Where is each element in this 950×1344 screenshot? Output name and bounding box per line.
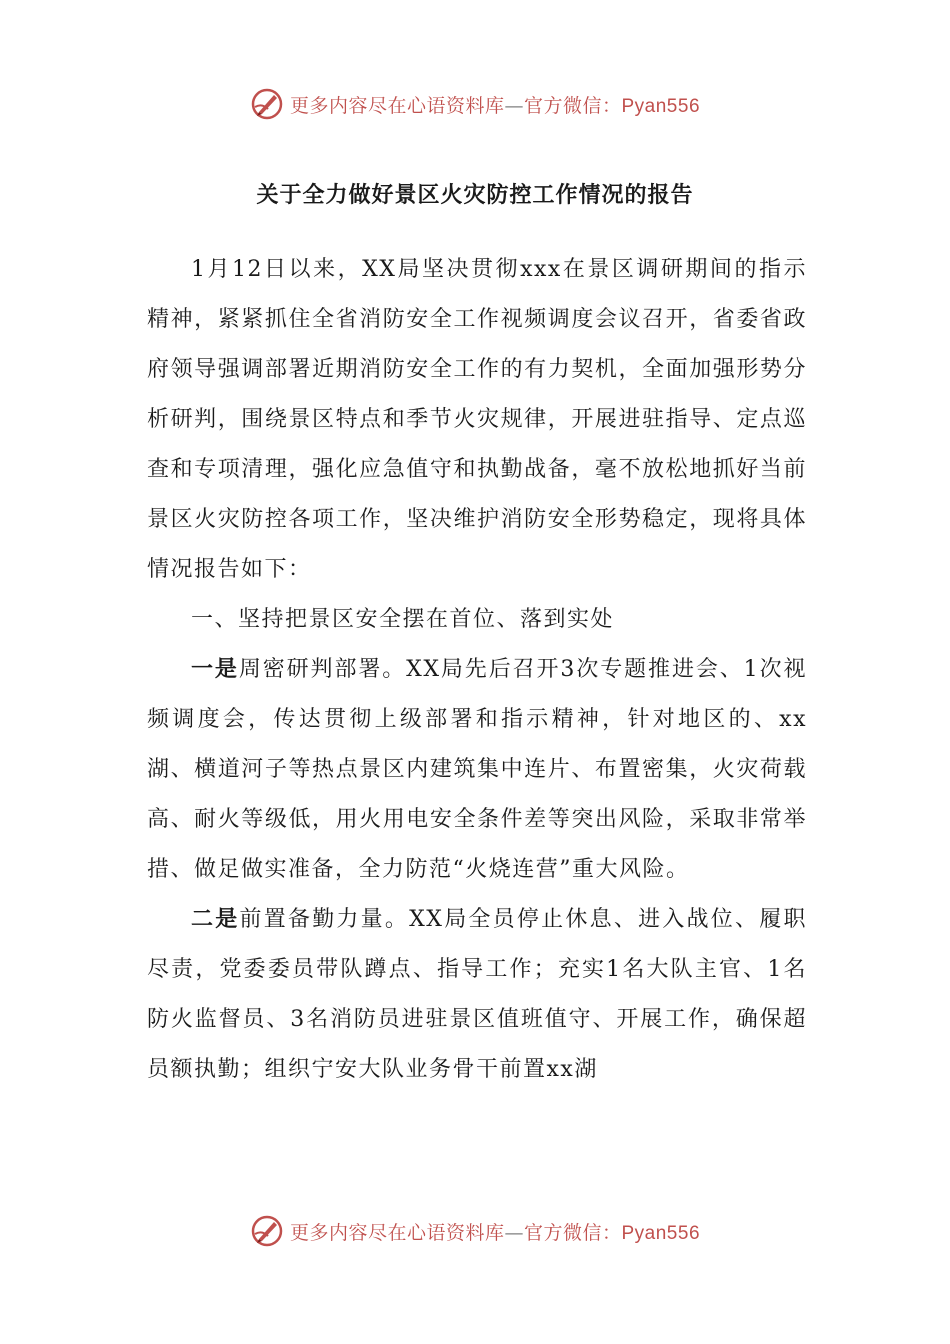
section-heading: 一、坚持把景区安全摆在首位、落到实处 [191, 607, 615, 632]
item-text-2: 前置备勤力量。XX局全员停止休息、进入战位、履职尽责，党委委员带队蹲点、指导工作；充实1名大队主官、1名防火监督员、3名消防员进驻景区值班值守、开展工作，确保超员额执勤；组织宁安大队业务骨干前置xx湖 [147, 907, 807, 1082]
watermark-text [290, 1218, 700, 1245]
watermark-footer [0, 1211, 950, 1251]
watermark-label: 官方微信： [523, 1221, 622, 1244]
item-paragraph-2 [147, 895, 807, 1095]
watermark-header [0, 84, 950, 124]
intro-paragraph: 1月12日以来，XX局坚决贯彻xxx在景区调研期间的指示精神，紧紧抓住全省消防安全工作视频调度会议召开，省委省政府领导强调部署近期消防安全工作的有力契机，全面加强形势分析研判，围绕景区特点和季节火灾规律，开展进驻指导、定点巡查和专项清理，强化应急值守和执勤战备，毫不放松地抓好当前景区火灾防控各项工作，坚决维护消防安全形势稳定，现将具体情况报告如下： [147, 257, 807, 582]
item-lead-2: 二是 [191, 907, 240, 932]
document-body [147, 245, 807, 1095]
item-paragraph-1 [147, 645, 807, 895]
watermark-text [290, 91, 700, 118]
item-lead-1: 一是 [191, 657, 239, 682]
watermark-main: 更多内容尽在心语资料库 [289, 94, 505, 117]
watermark-wechat-id: Pyan556 [621, 95, 701, 117]
item-text-1: 周密研判部署。XX局先后召开3次专题推进会、1次视频调度会，传达贯彻上级部署和指示精神，针对地区的、xx湖、横道河子等热点景区内建筑集中连片、布置密集，火灾荷载高、耐火等级低，用火用电安全条件差等突出风险，采取非常举措、做足做实准备，全力防范“火烧连营”重大风险。 [147, 657, 807, 882]
watermark-main: 更多内容尽在心语资料库 [289, 1221, 505, 1244]
watermark-wechat-id: Pyan556 [621, 1222, 701, 1244]
pen-logo-icon [250, 1214, 284, 1248]
pen-logo-icon [250, 87, 284, 121]
watermark-separator: — [504, 94, 524, 117]
watermark-separator: — [504, 1221, 524, 1244]
document-title: 关于全力做好景区火灾防控工作情况的报告 [256, 183, 694, 208]
watermark-label: 官方微信： [523, 94, 622, 117]
